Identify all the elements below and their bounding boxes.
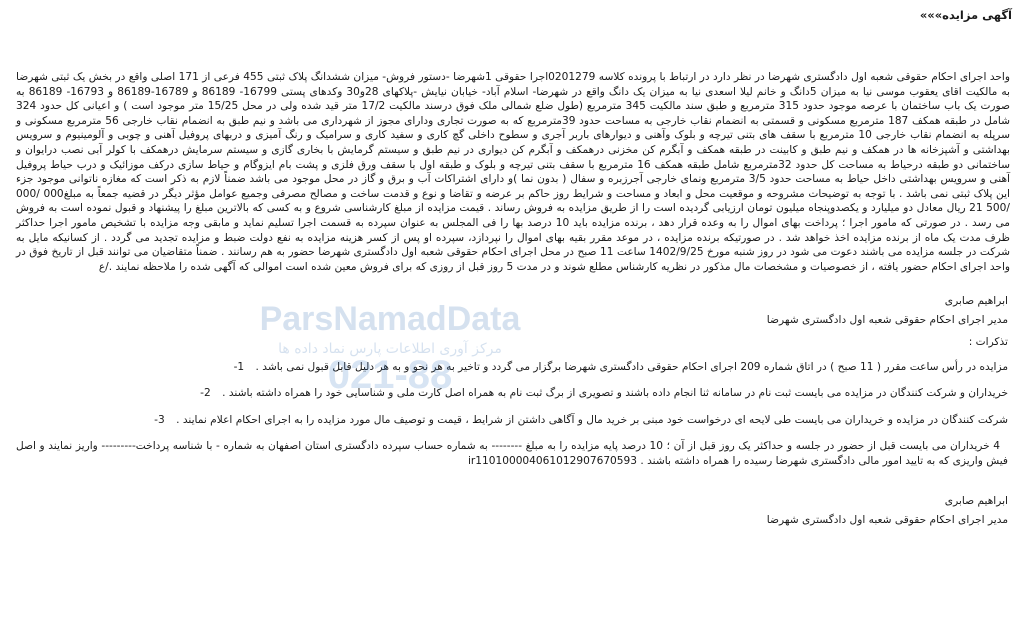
note-text: خریداران می بایست قبل از حضور در جلسه و حداکثر یک روز قبل از آن ؛ 10 درصد پایه مزایده را به مبلغ -------- به شماره حساب سپرده دادگستری استان اصفهان به شماره - با شناسه پرداخت--------- واریز نمایند و اصل فیش واریزی که به تایید امور مالی دادگستری شهرضا رسیده را همراه داشته باشند . [16,440,1008,467]
note-number: 2- [200,387,211,400]
note-number: 4 [993,440,1001,453]
signature-name-2: ابراهیم صابری [944,495,1008,508]
watermark-brand: ParsNamadData [259,300,521,338]
note-2 [10,386,1014,401]
note-text: خریداران و شرکت کنندگان در مزایده می بایست ثبت نام در سامانه ثنا انجام داده باشند و تصویری از برگ ثبت نام به همراه اصل کارت ملی و شناسایی خود را همراه داشته باشند . [222,387,1008,400]
signature-name: ابراهیم صابری [944,295,1008,308]
iban-number: ir110100004061012907670593 [467,454,638,467]
note-number: 3- [154,413,165,426]
signature-role-2: مدیر اجرای احکام حقوقی شعبه اول دادگستری شهرضا [766,514,1008,527]
watermark-phone: 021-88 [327,353,453,397]
note-3 [10,413,1014,428]
note-text: مزایده در رأس ساعت مقرر ( 11 صبح ) در اتاق شماره 209 اجرای احکام حقوقی دادگستری شهرضا برگزار می گردد و تاخیر به هر نحو و به هر دلیل قابل قبول نمی باشد . [255,360,1008,373]
notes-heading: تذکرات : [968,335,1008,348]
note-1 [10,360,1014,375]
watermark-subtitle: مرکز آوری اطلاعات پارس نماد داده ها [278,341,502,357]
note-text: شرکت کنندگان در مزایده و خریداران می بایست طی لایحه ای درخواست خود مبنی بر خرید مال و آگاهی داشتن از شرایط ، قیمت و توصیف مال مورد مزایده را به اجرای احکام اعلام نمایند . [176,413,1008,426]
note-4 [10,439,1014,468]
ad-body-text: واحد اجرای احکام حقوقی شعبه اول دادگستری شهرضا در نظر دارد در ارتباط با پرونده کلاسه 0201279اجرا حقوقی 1شهرضا -دستور فروش- میزان ششدانگ پلاک ثبتی 455 فرعی از 171 اصلی واقع در بخش یک ثبتی شهرضا به مالکیت اقای یعقوب موسی نیا به میزان 5دانگ و خانم لیلا اسعدی نیا به میزان یک دانگ واقع در شهرضا- اسلام آباد- خیابان نیایش -پلاکهای 28و30 وکدهای پستی 16799- 86189 و 16789-86189 و 16793- 86189 به صورت یک باب ساختمان با عرصه موجود حدود 315 مترمربع و طبق سند مالکیت 345 مترمربع (طول ضلع شمالی ملک فوق درسند مالکیت 17/2 متر قید شده ولی در محل 15/25 متر موجود است ) و اعیانی کل حدود 324 شامل در طبقه همکف 187 مترمربع مسکونی و قسمتی به انضمام نقاب خارجی به مساحت حدود 39مترمربع که به صورت تجاری ودارای مجوز از شهرداری می باشد و نیم طبق به انضمام نقاب خارجی 56 مترمربع مسکونی و سرپله به انضمام نقاب خارجی 10 مترمربع با سقف های بتنی تیرچه و بلوک وآهنی و دیوارهای باربر آجری و سطوح داخلی گچ کاری و سفید کاری و سرامیک و رنگ آمیزی و دربهای پروفیل آهنی و چوبی و آلومینیوم و سرویس بهداشتی و آشپزخانه ها در همکف و نیم طبق و کابینت در طبقه همکف و آبگرم کن مخزنی درهمکف و آبگرم کن دیواری در نیم طبق و سیستم گرمایش با بخاری گازی و سیستم سرمایش درهمکف با کولر آبی نصب درایوان و ساختمانی دو طبقه درحیاط به مساحت کل حدود 32مترمربع شامل طبقه همکف 16 مترمربع با سقف بتنی تیرچه و بلوک و طبقه اول با سقف ورق فلزی و پشت بام ایزوگام و حیاط سازی درکف موزائیک و درب حیاط پروفیل آهنی و سرویس بهداشتی داخل حیاط به مساحت حدود 3/5 مترمربع ونمای خارجی آجرزبره و سفال ( بدون نما )و دارای اشتراکات آب و برق و گاز در محل موجود می باشد ضمناً لازم به ذکر است که مغازه ناتوانی موجود جزء این پلاک ثبتی نمی باشد . با توجه به توضیحات مشروحه و موقعیت محل و ابعاد و مساحت و شرایط روز حاکم بر عرضه و تقاضا و نوع و قدمت ساخت و مصالح مصرفی وجمیع عوامل مؤثر دیگر در قضیه جمعاً به مبلغ000 /000 /500 21 ریال معادل دو میلیارد و یکصدوپنجاه میلیون تومان ارزیابی گردیده است را از طریق مزایده به فروش رساند . قیمت مزایده از مبلغ کارشناسی شروع و به کسی که بالاترین مبلغ را پیشنهاد و قبول نموده است به فروش می رسد . در صورتی که مامور اجرا ؛ پرداخت بهای اموال را به وعده قرار دهد ، برنده مزایده باید 10 درصد بها را فی المجلس به عنوان سپرده به قسمت اجرا تسلیم نماید و مابقی وجه مزایده با تشخیص مامور اجرا حداکثر ظرف مدت یک ماه از برنده مزایده اخذ خواهد شد . در صورتیکه برنده مزایده ، در موعد مقرر بقیه بهای اموال را نپردازد، سپرده او پس از کسر هزینه مزایده به نفع دولت ضبط و مزایده تجدید می گردد . از کسانیکه مایل به شرکت در جلسه مزایده می باشند دعوت می شود در روز شنبه مورخ 1402/9/25 ساعت 11 صبح در محل اجرای احکام حقوقی شعبه اول دادگستری شهرضا حضور به هم رسانند . ضمناً متقاضیان می توانند قبل از تاریخ فوق در واحد اجرای احکام حضور یافته ، از خصوصیات و مشخصات مال مذکور در نظریه کارشناس مطلع شوند و در مدت 5 روز قبل از روزی که برای فروش معین شده است اموالی که آگهی شده را ملاحظه نمایند ./ع [16,71,1011,273]
signature-role: مدیر اجرای احکام حقوقی شعبه اول دادگستری شهرضا [766,313,1008,326]
ad-title: آگهی مزایده»»» [919,8,1012,22]
note-number: 1- [233,360,245,373]
